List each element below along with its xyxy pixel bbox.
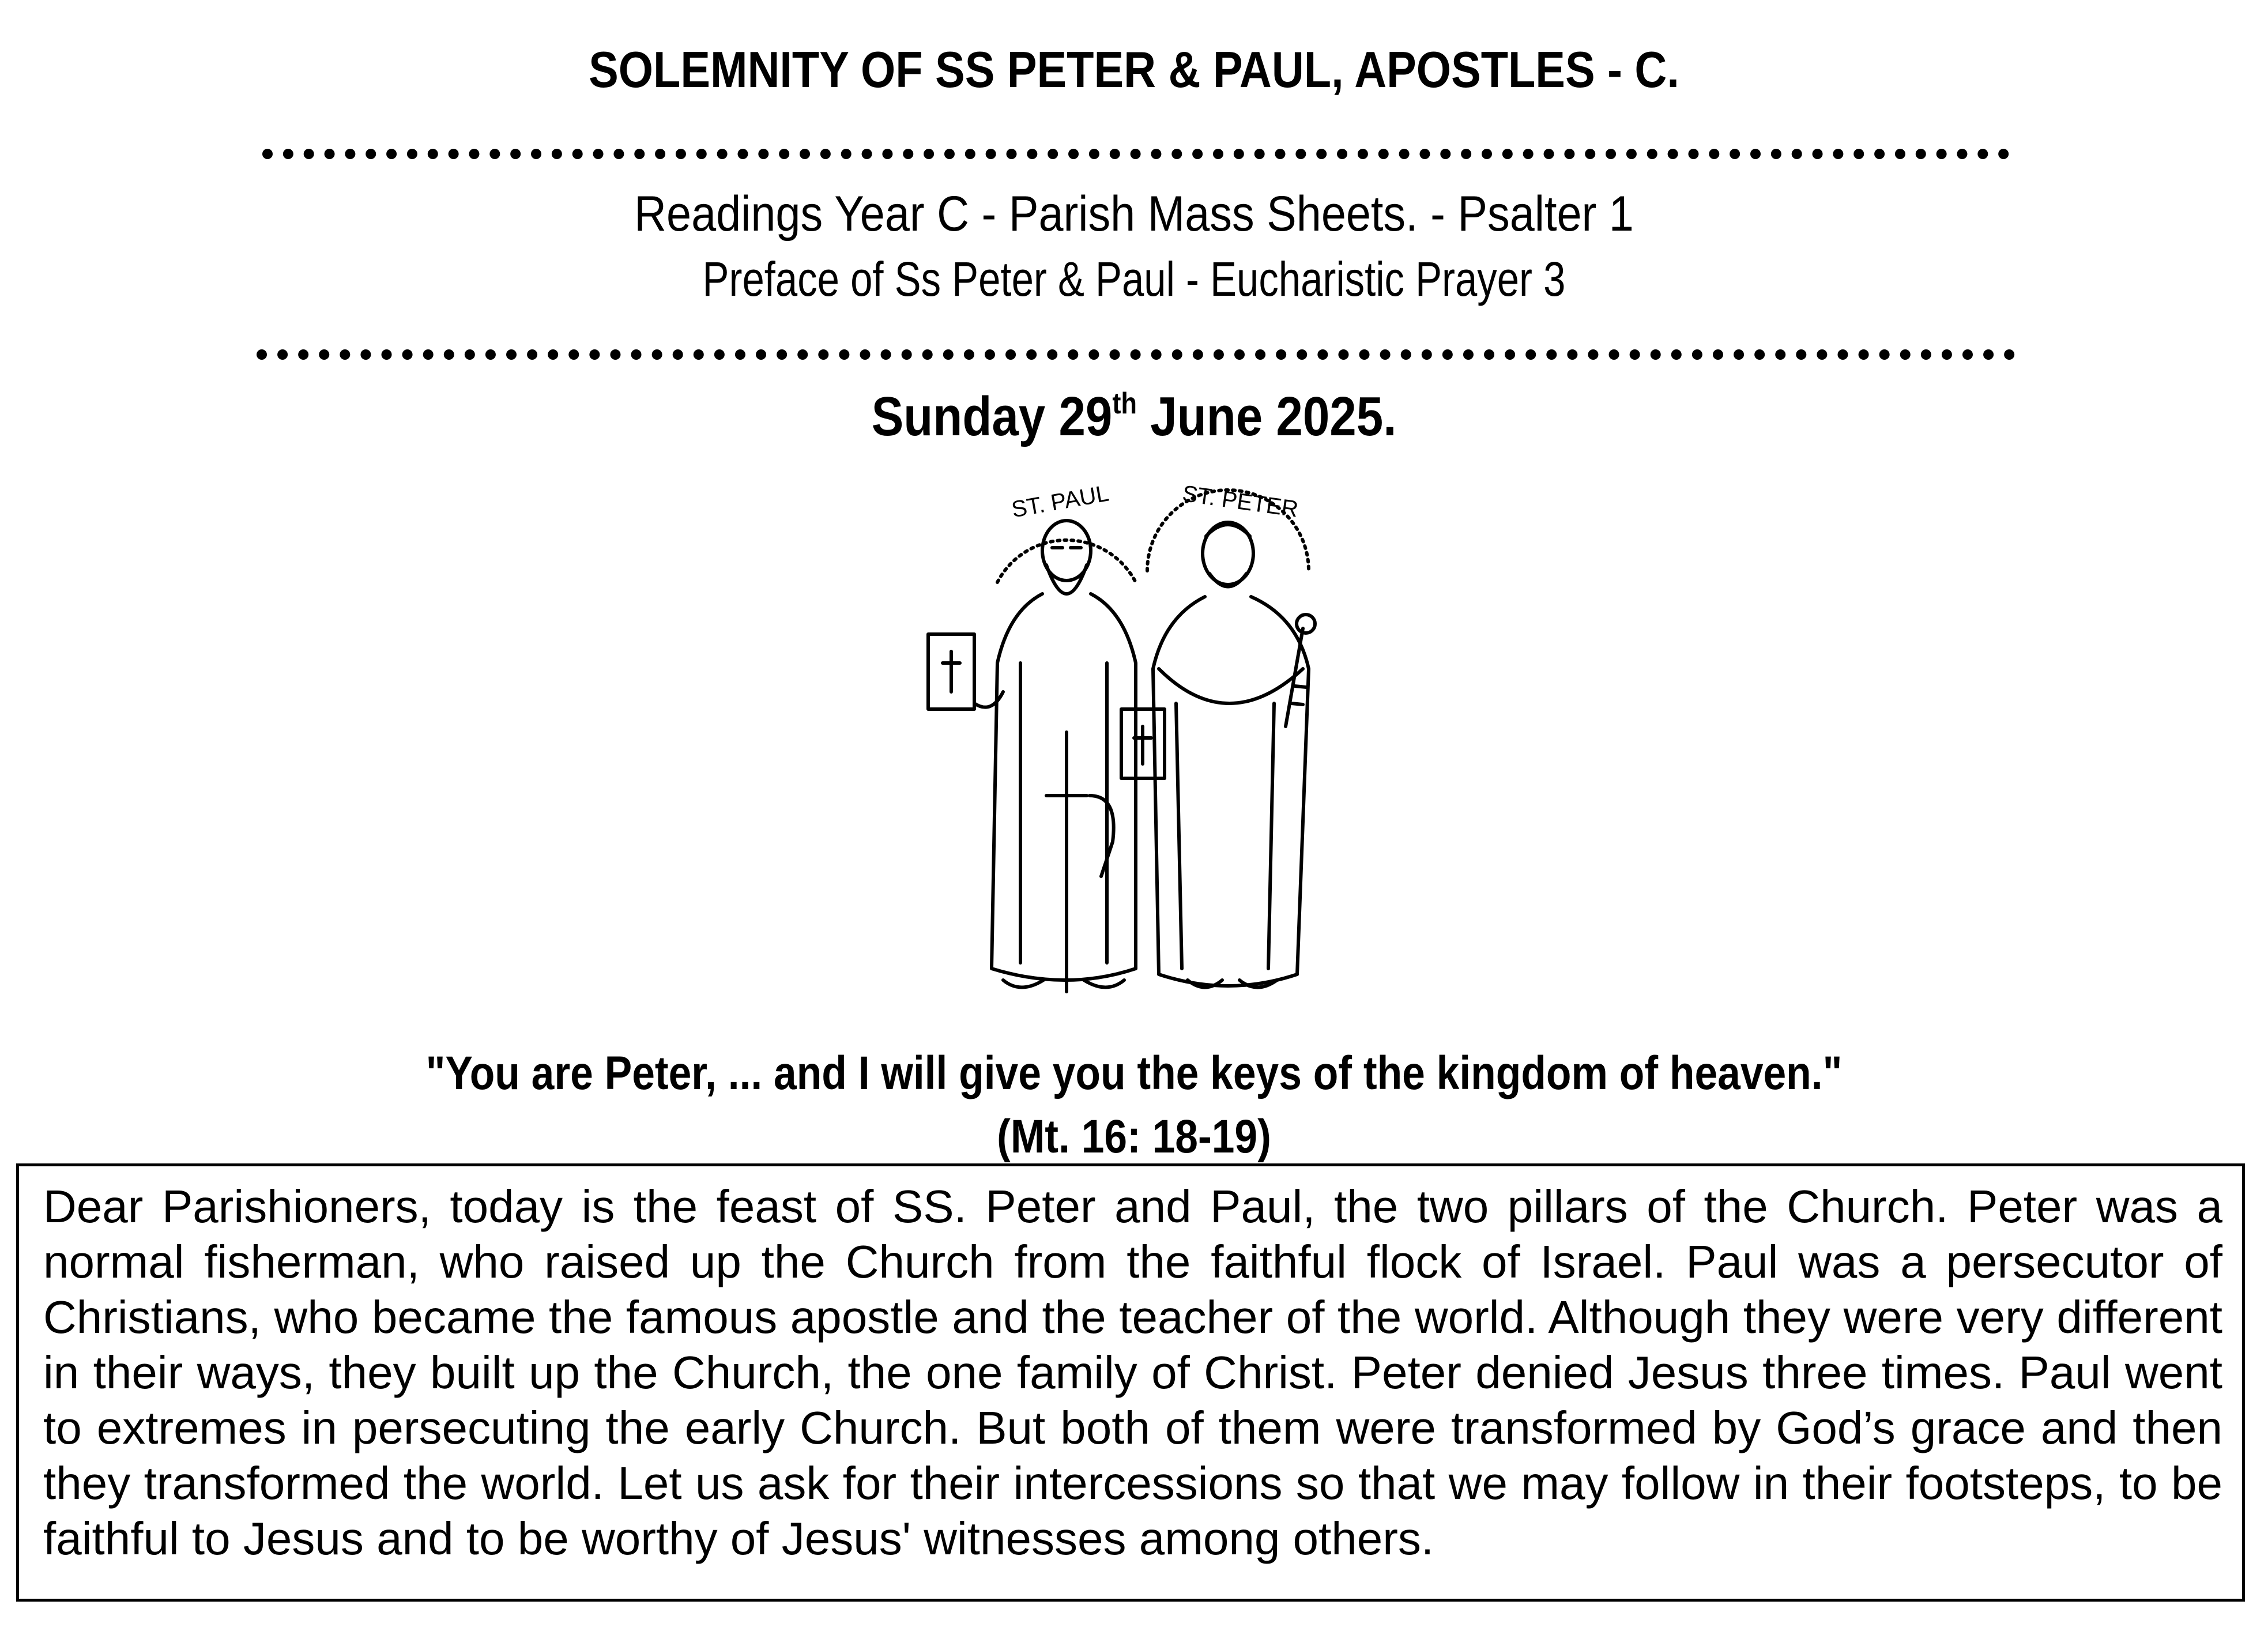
page-title: SOLEMNITY OF SS PETER & PAUL, APOSTLES - C. <box>589 41 1679 98</box>
dotted-divider-top <box>262 149 2009 159</box>
date-line <box>148 385 2121 449</box>
parish-message: Dear Parishioners, today is the feast of SS. Peter and Paul, the two pillars of the Church. Peter was a normal fisherman, who raised up the Church from the faithful flock of Israel. Paul was a persecutor of Christians, who became the famous apostle and the teacher of the world. Although they were very different in their ways, they built up the Church, the one family of Christ. Peter denied Jesus three times. Paul went to extremes in persecuting the early Church. But both of them were transformed by God’s grace and then they transformed the world. Let us ask for their intercessions so that we may follow in their footsteps, to be faithful to Jesus and to be worthy of Jesus' witnesses among others. <box>43 1181 2222 1564</box>
paul-halo <box>997 540 1136 582</box>
dotted-divider-bottom <box>257 349 2015 360</box>
readings-line: Readings Year C - Parish Mass Sheets. - Psalter 1 <box>634 186 1634 242</box>
paul-sword <box>1046 732 1087 992</box>
date-rest: June 2025. <box>1137 386 1397 447</box>
date-prefix: Sunday 29 <box>871 386 1113 447</box>
peter-label: ST. PETER <box>1181 481 1300 522</box>
paul-robe <box>992 594 1136 980</box>
peter-keys <box>1286 628 1306 726</box>
saints-illustration <box>905 473 1372 1038</box>
paul-label: ST. PAUL <box>1009 480 1111 523</box>
paul-book-cross <box>943 651 960 692</box>
quote-citation: (Mt. 16: 18-19) <box>997 1110 1271 1163</box>
preface-line: Preface of Ss Peter & Paul - Eucharistic Prayer 3 <box>702 252 1566 306</box>
st-peter-figure <box>1121 481 1315 987</box>
date-ordinal-suffix: th <box>1112 387 1137 420</box>
parish-message-box <box>16 1163 2245 1602</box>
st-paul-figure <box>928 481 1136 992</box>
gospel-quote: "You are Peter, ... and I will give you the keys of the kingdom of heaven." <box>425 1047 1843 1099</box>
